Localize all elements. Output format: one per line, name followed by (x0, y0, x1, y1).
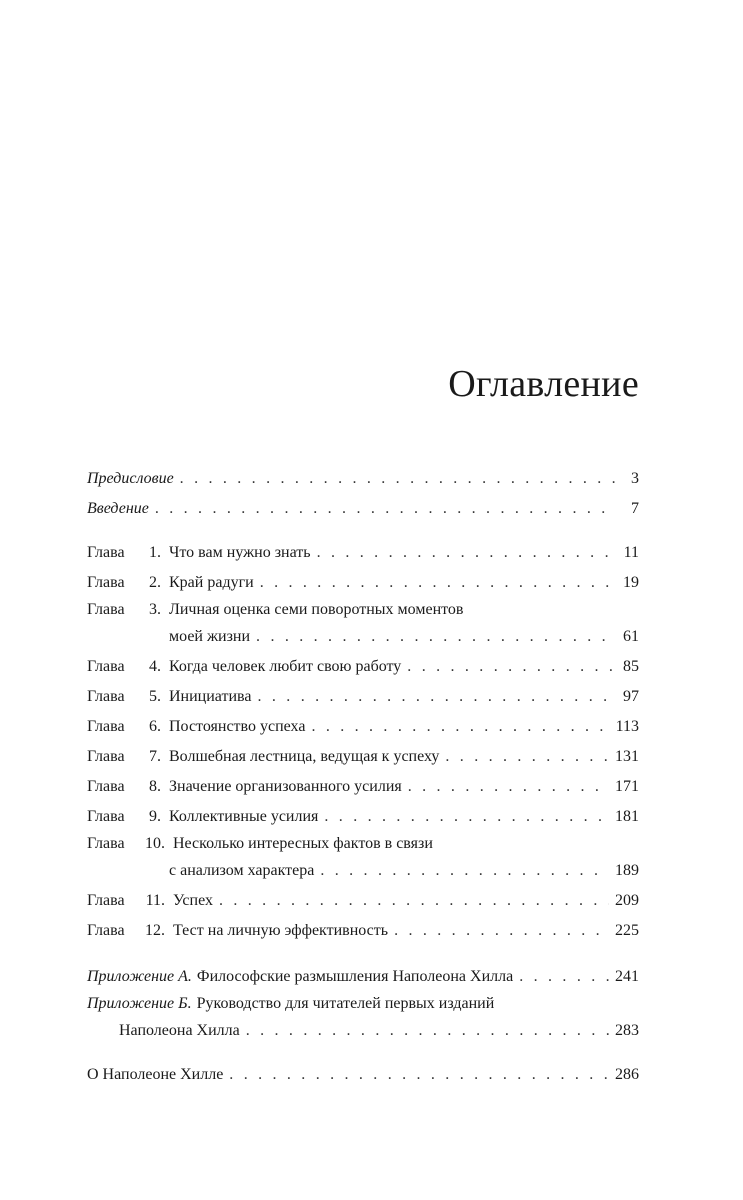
chapter-number: 2. (149, 574, 161, 591)
toc-entry-introduction[interactable] (87, 494, 639, 524)
entry-page-number: 7 (631, 500, 639, 517)
entry-title: Край радуги (169, 574, 254, 591)
appendix-label: Приложение Б. (87, 995, 192, 1012)
dot-leader (519, 962, 609, 992)
toc-entry-chapter-9[interactable] (87, 802, 639, 832)
chapter-label: Глава (87, 544, 125, 561)
entry-title-continuation: Наполеона Хилла (119, 1022, 240, 1039)
entry-title: Когда человек любит свою работу (169, 658, 402, 675)
entry-page-number: 11 (623, 544, 639, 561)
dot-leader (445, 742, 609, 772)
entry-page-number: 171 (615, 778, 639, 795)
toc-entry-about-author[interactable] (87, 1060, 639, 1090)
entry-title: Предисловие (87, 470, 174, 487)
toc-entry-chapter-3-continuation[interactable] (87, 622, 639, 652)
section-gap (87, 524, 639, 538)
entry-title: Значение организованного усилия (169, 778, 402, 795)
chapter-label: Глава (87, 922, 125, 939)
entry-title: Несколько интересных фактов в связи (173, 835, 433, 852)
entry-title: Личная оценка семи поворотных моментов (169, 601, 464, 618)
toc-entry-chapter-3[interactable] (87, 598, 639, 622)
toc-entry-chapter-7[interactable] (87, 742, 639, 772)
page-title: Оглавление (448, 363, 639, 405)
toc-entry-chapter-10-continuation[interactable] (87, 856, 639, 886)
entry-title-continuation: моей жизни (169, 628, 251, 645)
dot-leader (394, 916, 609, 946)
entry-page-number: 19 (623, 574, 639, 591)
chapter-label: Глава (87, 658, 125, 675)
entry-page-number: 283 (615, 1022, 639, 1039)
entry-page-number: 113 (615, 718, 639, 735)
entry-title: Волшебная лестница, ведущая к успеху (169, 748, 440, 765)
toc-entry-chapter-2[interactable] (87, 568, 639, 598)
toc-entry-chapter-1[interactable] (87, 538, 639, 568)
dot-leader (317, 538, 615, 568)
entry-title: Тест на личную эффективность (173, 922, 389, 939)
table-of-contents (87, 464, 639, 1090)
toc-entry-chapter-11[interactable] (87, 886, 639, 916)
entry-title: Что вам нужно знать (169, 544, 311, 561)
chapter-number: 11. (145, 892, 165, 909)
chapter-number: 9. (149, 808, 161, 825)
entry-title-continuation: с анализом характера (169, 862, 315, 879)
toc-entry-chapter-12[interactable] (87, 916, 639, 946)
entry-page-number: 181 (615, 808, 639, 825)
entry-title: Введение (87, 500, 149, 517)
entry-page-number: 241 (615, 968, 639, 985)
chapter-label: Глава (87, 688, 125, 705)
dot-leader (324, 802, 609, 832)
dot-leader (256, 622, 615, 652)
entry-page-number: 189 (615, 862, 639, 879)
entry-title: Постоянство успеха (169, 718, 306, 735)
entry-title: Руководство для читателей первых изданий (196, 995, 495, 1012)
chapter-number: 8. (149, 778, 161, 795)
entry-title: Инициатива (169, 688, 252, 705)
chapter-number: 1. (149, 544, 161, 561)
entry-page-number: 85 (623, 658, 639, 675)
entry-page-number: 209 (615, 892, 639, 909)
dot-leader (258, 682, 616, 712)
chapter-label: Глава (87, 574, 125, 591)
dot-leader (407, 652, 615, 682)
chapter-label: Глава (87, 808, 125, 825)
toc-entry-preface[interactable] (87, 464, 639, 494)
chapter-number: 5. (149, 688, 161, 705)
chapter-label: Глава (87, 892, 125, 909)
entry-page-number: 61 (623, 628, 639, 645)
toc-entry-chapter-5[interactable] (87, 682, 639, 712)
chapter-number: 4. (149, 658, 161, 675)
dot-leader (311, 712, 609, 742)
toc-entry-chapter-4[interactable] (87, 652, 639, 682)
entry-page-number: 131 (615, 748, 639, 765)
chapter-label: Глава (87, 835, 125, 852)
chapter-number: 6. (149, 718, 161, 735)
appendix-label: Приложение А. (87, 968, 192, 985)
entry-page-number: 3 (631, 470, 639, 487)
chapter-label: Глава (87, 718, 125, 735)
dot-leader (408, 772, 609, 802)
toc-entry-appendix-b-continuation[interactable] (87, 1016, 639, 1046)
entry-page-number: 286 (615, 1066, 639, 1083)
toc-entry-chapter-8[interactable] (87, 772, 639, 802)
dot-leader (320, 856, 609, 886)
dot-leader (180, 464, 615, 494)
entry-page-number: 97 (623, 688, 639, 705)
section-gap (87, 946, 639, 962)
chapter-number: 3. (149, 601, 161, 618)
chapter-label: Глава (87, 778, 125, 795)
entry-title: Успех (173, 892, 213, 909)
dot-leader (260, 568, 615, 598)
toc-entry-appendix-b[interactable] (87, 992, 639, 1016)
entry-title: О Наполеоне Хилле (87, 1066, 224, 1083)
entry-title: Коллективные усилия (169, 808, 319, 825)
section-gap (87, 1046, 639, 1060)
chapter-number: 10. (145, 835, 165, 852)
toc-entry-chapter-6[interactable] (87, 712, 639, 742)
dot-leader (229, 1060, 609, 1090)
toc-entry-appendix-a[interactable] (87, 962, 639, 992)
chapter-number: 7. (149, 748, 161, 765)
entry-title: Философские размышления Наполеона Хилла (196, 968, 514, 985)
chapter-number: 12. (145, 922, 165, 939)
dot-leader (246, 1016, 609, 1046)
dot-leader (155, 494, 615, 524)
chapter-label: Глава (87, 748, 125, 765)
toc-entry-chapter-10[interactable] (87, 832, 639, 856)
chapter-label: Глава (87, 601, 125, 618)
dot-leader (219, 886, 609, 916)
entry-page-number: 225 (615, 922, 639, 939)
